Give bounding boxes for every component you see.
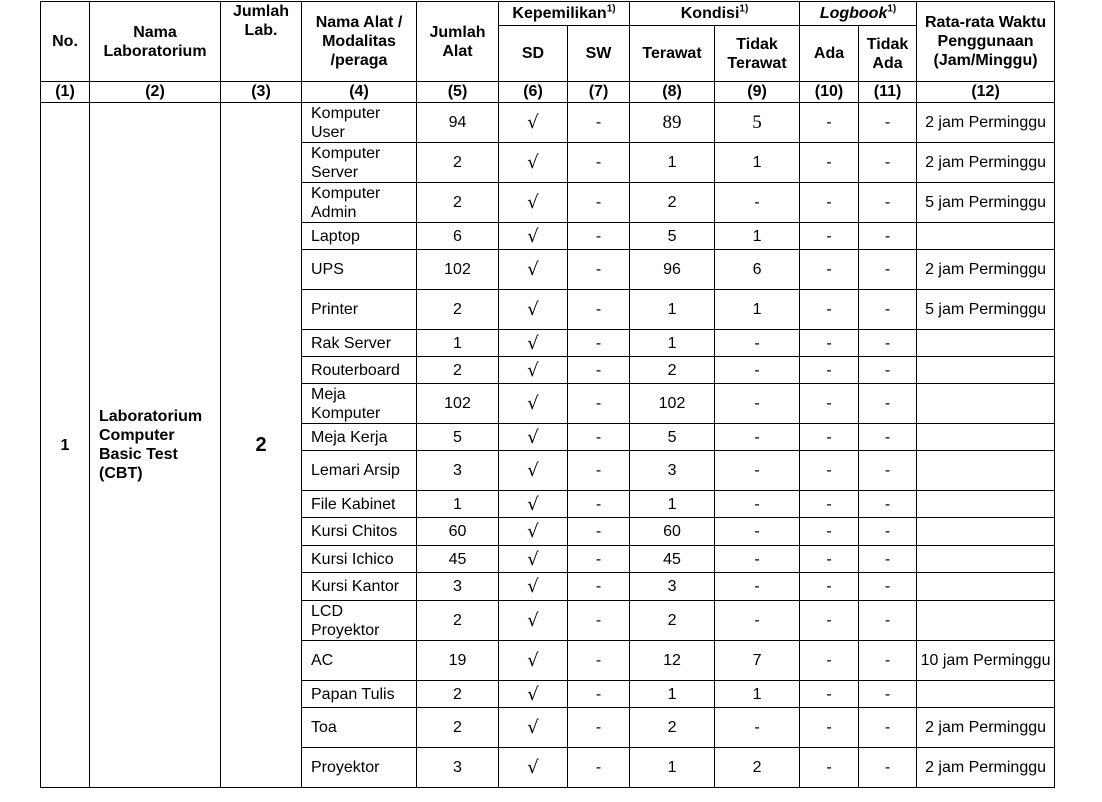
header-sw: SW (568, 26, 630, 82)
logbook-tidak-ada: - (859, 546, 917, 573)
logbook-ada: - (800, 143, 859, 183)
condition-terawat: 102 (630, 384, 715, 424)
logbook-tidak-ada: - (859, 357, 917, 384)
condition-terawat: 45 (630, 546, 715, 573)
ownership-sd-check: √ (499, 330, 568, 357)
logbook-ada: - (800, 601, 859, 641)
condition-terawat: 3 (630, 451, 715, 491)
column-number: (7) (568, 82, 630, 103)
logbook-ada: - (800, 748, 859, 788)
column-number: (8) (630, 82, 715, 103)
equipment-quantity: 3 (417, 451, 499, 491)
logbook-tidak-ada: - (859, 601, 917, 641)
ownership-sw: - (568, 103, 630, 143)
equipment-name: Routerboard (302, 357, 417, 384)
usage-time: 2 jam Perminggu (917, 708, 1055, 748)
logbook-tidak-ada: - (859, 183, 917, 223)
column-number: (2) (90, 82, 221, 103)
inventory-table (40, 1, 1055, 788)
usage-time (917, 424, 1055, 451)
usage-time: 2 jam Perminggu (917, 103, 1055, 143)
equipment-quantity: 5 (417, 424, 499, 451)
equipment-quantity: 2 (417, 183, 499, 223)
ownership-sd-check: √ (499, 357, 568, 384)
ownership-sw: - (568, 143, 630, 183)
ownership-sw: - (568, 491, 630, 518)
column-number: (11) (859, 82, 917, 103)
condition-tidak-terawat: 1 (715, 143, 800, 183)
logbook-ada: - (800, 357, 859, 384)
equipment-quantity: 3 (417, 573, 499, 601)
header-rata-rata: Rata-rata Waktu Penggunaan (Jam/Minggu) (917, 2, 1055, 82)
condition-terawat: 1 (630, 290, 715, 330)
usage-time (917, 518, 1055, 546)
logbook-ada: - (800, 641, 859, 681)
equipment-name: Toa (302, 708, 417, 748)
equipment-name: Meja Kerja (302, 424, 417, 451)
condition-tidak-terawat: 1 (715, 290, 800, 330)
usage-time: 2 jam Perminggu (917, 143, 1055, 183)
condition-tidak-terawat: 1 (715, 223, 800, 250)
logbook-tidak-ada: - (859, 573, 917, 601)
condition-terawat: 60 (630, 518, 715, 546)
logbook-tidak-ada: - (859, 681, 917, 708)
equipment-quantity: 60 (417, 518, 499, 546)
ownership-sw: - (568, 384, 630, 424)
ownership-sw: - (568, 424, 630, 451)
usage-time: 5 jam Perminggu (917, 183, 1055, 223)
logbook-ada: - (800, 518, 859, 546)
logbook-tidak-ada: - (859, 518, 917, 546)
equipment-quantity: 1 (417, 491, 499, 518)
header-sd: SD (499, 26, 568, 82)
column-number: (10) (800, 82, 859, 103)
condition-terawat: 5 (630, 424, 715, 451)
condition-terawat: 2 (630, 357, 715, 384)
equipment-name: Rak Server (302, 330, 417, 357)
logbook-tidak-ada: - (859, 250, 917, 290)
equipment-name: Kursi Kantor (302, 573, 417, 601)
logbook-ada: - (800, 708, 859, 748)
condition-tidak-terawat: 5 (715, 103, 800, 143)
condition-terawat: 5 (630, 223, 715, 250)
ownership-sd-check: √ (499, 290, 568, 330)
equipment-name: Kursi Chitos (302, 518, 417, 546)
ownership-sw: - (568, 573, 630, 601)
logbook-ada: - (800, 384, 859, 424)
condition-terawat: 1 (630, 330, 715, 357)
header-kondisi: Kondisi$^{1)}$ (630, 2, 800, 26)
logbook-ada: - (800, 424, 859, 451)
ownership-sw: - (568, 748, 630, 788)
header-nama-alat: Nama Alat / Modalitas /peraga (302, 2, 417, 82)
header-tidak-terawat: Tidak Terawat (715, 26, 800, 82)
condition-tidak-terawat: 7 (715, 641, 800, 681)
ownership-sw: - (568, 183, 630, 223)
header-jumlah-lab: Jumlah Lab. (221, 2, 302, 82)
lab-count: 2 (221, 103, 302, 788)
usage-time (917, 451, 1055, 491)
equipment-quantity: 2 (417, 290, 499, 330)
equipment-name: UPS (302, 250, 417, 290)
condition-tidak-terawat: - (715, 451, 800, 491)
usage-time (917, 491, 1055, 518)
logbook-tidak-ada: - (859, 424, 917, 451)
equipment-quantity: 102 (417, 250, 499, 290)
condition-tidak-terawat: - (715, 330, 800, 357)
ownership-sd-check: √ (499, 573, 568, 601)
column-number: (5) (417, 82, 499, 103)
ownership-sw: - (568, 641, 630, 681)
condition-terawat: 1 (630, 748, 715, 788)
logbook-tidak-ada: - (859, 491, 917, 518)
usage-time: 2 jam Perminggu (917, 748, 1055, 788)
condition-tidak-terawat: - (715, 384, 800, 424)
equipment-name: Kursi Ichico (302, 546, 417, 573)
logbook-tidak-ada: - (859, 451, 917, 491)
ownership-sw: - (568, 451, 630, 491)
ownership-sw: - (568, 223, 630, 250)
lab-name: Laboratorium Computer Basic Test (CBT) (90, 103, 221, 788)
condition-tidak-terawat: - (715, 573, 800, 601)
equipment-name: Papan Tulis (302, 681, 417, 708)
logbook-tidak-ada: - (859, 641, 917, 681)
usage-time (917, 330, 1055, 357)
equipment-name: Lemari Arsip (302, 451, 417, 491)
usage-time: 5 jam Perminggu (917, 290, 1055, 330)
header-terawat: Terawat (630, 26, 715, 82)
equipment-quantity: 45 (417, 546, 499, 573)
header-kepemilikan: Kepemilikan$^{1)}$ (499, 2, 630, 26)
column-number: (4) (302, 82, 417, 103)
logbook-tidak-ada: - (859, 708, 917, 748)
ownership-sd-check: √ (499, 223, 568, 250)
logbook-ada: - (800, 573, 859, 601)
ownership-sd-check: √ (499, 601, 568, 641)
ownership-sw: - (568, 681, 630, 708)
equipment-quantity: 6 (417, 223, 499, 250)
equipment-quantity: 94 (417, 103, 499, 143)
column-number: (1) (41, 82, 90, 103)
logbook-ada: - (800, 290, 859, 330)
equipment-quantity: 19 (417, 641, 499, 681)
condition-terawat: 2 (630, 708, 715, 748)
ownership-sd-check: √ (499, 681, 568, 708)
ownership-sw: - (568, 518, 630, 546)
condition-tidak-terawat: 2 (715, 748, 800, 788)
usage-time (917, 546, 1055, 573)
ownership-sd-check: √ (499, 748, 568, 788)
condition-terawat: 89 (630, 103, 715, 143)
ownership-sw: - (568, 708, 630, 748)
equipment-quantity: 3 (417, 748, 499, 788)
ownership-sd-check: √ (499, 384, 568, 424)
condition-tidak-terawat: - (715, 424, 800, 451)
condition-tidak-terawat: - (715, 183, 800, 223)
usage-time: 2 jam Perminggu (917, 250, 1055, 290)
usage-time (917, 384, 1055, 424)
logbook-ada: - (800, 546, 859, 573)
equipment-quantity: 2 (417, 601, 499, 641)
equipment-name: Meja Komputer (302, 384, 417, 424)
equipment-name: Komputer Server (302, 143, 417, 183)
ownership-sd-check: √ (499, 451, 568, 491)
condition-terawat: 2 (630, 601, 715, 641)
condition-tidak-terawat: - (715, 491, 800, 518)
usage-time (917, 573, 1055, 601)
condition-terawat: 1 (630, 491, 715, 518)
logbook-tidak-ada: - (859, 103, 917, 143)
header-logbook: Logbook$^{1)}$ (800, 2, 917, 26)
ownership-sw: - (568, 290, 630, 330)
logbook-tidak-ada: - (859, 330, 917, 357)
logbook-ada: - (800, 491, 859, 518)
ownership-sd-check: √ (499, 250, 568, 290)
ownership-sd-check: √ (499, 424, 568, 451)
ownership-sd-check: √ (499, 546, 568, 573)
condition-tidak-terawat: - (715, 518, 800, 546)
usage-time (917, 357, 1055, 384)
equipment-name: File Kabinet (302, 491, 417, 518)
condition-tidak-terawat: - (715, 708, 800, 748)
logbook-tidak-ada: - (859, 223, 917, 250)
condition-terawat: 96 (630, 250, 715, 290)
equipment-name: Komputer User (302, 103, 417, 143)
ownership-sw: - (568, 330, 630, 357)
condition-tidak-terawat: 1 (715, 681, 800, 708)
condition-terawat: 1 (630, 681, 715, 708)
equipment-name: Proyektor (302, 748, 417, 788)
ownership-sd-check: √ (499, 708, 568, 748)
column-number: (3) (221, 82, 302, 103)
header-no: No. (41, 2, 90, 82)
logbook-tidak-ada: - (859, 748, 917, 788)
equipment-quantity: 2 (417, 357, 499, 384)
ownership-sd-check: √ (499, 491, 568, 518)
ownership-sd-check: √ (499, 518, 568, 546)
logbook-ada: - (800, 183, 859, 223)
equipment-quantity: 2 (417, 681, 499, 708)
condition-terawat: 2 (630, 183, 715, 223)
condition-terawat: 3 (630, 573, 715, 601)
equipment-name: Komputer Admin (302, 183, 417, 223)
equipment-quantity: 2 (417, 143, 499, 183)
equipment-quantity: 1 (417, 330, 499, 357)
logbook-ada: - (800, 330, 859, 357)
ownership-sd-check: √ (499, 183, 568, 223)
condition-tidak-terawat: - (715, 546, 800, 573)
logbook-tidak-ada: - (859, 290, 917, 330)
header-nama-lab: Nama Laboratorium (90, 2, 221, 82)
table-body (41, 103, 1055, 788)
equipment-name: LCD Proyektor (302, 601, 417, 641)
logbook-ada: - (800, 223, 859, 250)
condition-tidak-terawat: - (715, 601, 800, 641)
logbook-ada: - (800, 250, 859, 290)
condition-tidak-terawat: - (715, 357, 800, 384)
table-row (41, 103, 1055, 143)
column-number: (9) (715, 82, 800, 103)
condition-terawat: 1 (630, 143, 715, 183)
header-ada: Ada (800, 26, 859, 82)
ownership-sd-check: √ (499, 143, 568, 183)
usage-time (917, 601, 1055, 641)
ownership-sw: - (568, 601, 630, 641)
usage-time (917, 223, 1055, 250)
ownership-sw: - (568, 357, 630, 384)
logbook-tidak-ada: - (859, 143, 917, 183)
equipment-name: AC (302, 641, 417, 681)
condition-tidak-terawat: 6 (715, 250, 800, 290)
logbook-ada: - (800, 103, 859, 143)
usage-time (917, 681, 1055, 708)
lab-number: 1 (41, 103, 90, 788)
logbook-tidak-ada: - (859, 384, 917, 424)
column-number: (6) (499, 82, 568, 103)
usage-time: 10 jam Perminggu (917, 641, 1055, 681)
ownership-sw: - (568, 250, 630, 290)
logbook-ada: - (800, 681, 859, 708)
ownership-sd-check: √ (499, 641, 568, 681)
header-jumlah-alat: Jumlah Alat (417, 2, 499, 82)
ownership-sd-check: √ (499, 103, 568, 143)
header-tidak-ada: Tidak Ada (859, 26, 917, 82)
equipment-name: Laptop (302, 223, 417, 250)
column-number: (12) (917, 82, 1055, 103)
logbook-ada: - (800, 451, 859, 491)
equipment-quantity: 102 (417, 384, 499, 424)
equipment-name: Printer (302, 290, 417, 330)
ownership-sw: - (568, 546, 630, 573)
equipment-quantity: 2 (417, 708, 499, 748)
condition-terawat: 12 (630, 641, 715, 681)
